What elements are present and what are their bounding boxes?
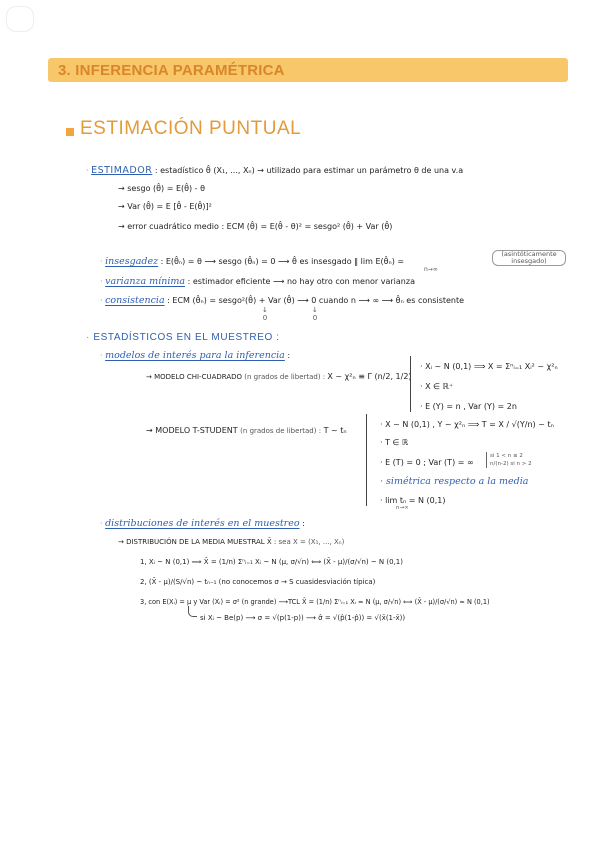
- estimador-label: ESTIMADOR: [91, 165, 153, 176]
- chi-prop-2: · X ∈ ℝ⁺: [420, 382, 454, 391]
- chi-prop-3: · E (Y) = n , Var (Y) = 2n: [420, 402, 517, 411]
- consistencia-text: : ECM (θ̂ₙ) = sesgo²(θ̂) + Var (θ̂) ⟶ 0 cuando n ⟶ ∞ ⟶ θ̂ₙ es consistente: [167, 296, 465, 305]
- media-sea: sea X = (X₁, ..., Xₙ): [278, 538, 345, 546]
- distrib-label: distribuciones de interés en el muestreo: [105, 518, 300, 529]
- modelos-line: · modelos de interés para la inferencia :: [100, 350, 291, 361]
- tstudent-prop-5: · lim tₙ = N (0,1): [380, 496, 446, 505]
- consistencia-line: · consistencia : ECM (θ̂ₙ) = sesgo²(θ̂) + Var (θ̂) ⟶ 0 cuando n ⟶ ∞ ⟶ θ̂ₙ es consistente: [100, 295, 465, 306]
- tstudent-prop-2: · T ∈ ℝ: [380, 438, 409, 447]
- chi-bracket: [410, 356, 411, 412]
- tstudent-prop-4: · simétrica respecto a la media: [380, 476, 529, 487]
- lim-subscript: n→∞: [424, 266, 438, 273]
- insesgadez-label: insesgadez: [105, 256, 159, 267]
- chi-formula: X ~ χ²ₙ ≡ Γ (n/2, 1/2): [327, 372, 412, 381]
- tstudent-label: → MODELO T-STUDENT: [146, 426, 238, 435]
- varianza-line: · varianza mínima : estimador eficiente ⟶ no hay otro con menor varianza: [100, 276, 415, 287]
- sesgo-item: → sesgo (θ̂) = E(θ̂) - θ: [118, 184, 206, 193]
- page-title: 3. INFERENCIA PARAMÉTRICA: [58, 62, 285, 79]
- hook-arrow-icon: [188, 606, 197, 617]
- var-item: → Var (θ̂) = E [θ̂ - E(θ̂)]²: [118, 202, 212, 211]
- zero-arrow-2: ↓ 0: [312, 306, 318, 322]
- media-line: [118, 538, 344, 546]
- insesgadez-line: · insesgadez : E(θ̂ₙ) = θ ⟶ sesgo (θ̂ₙ) = 0 ⟶ θ̂ es insesgado ‖ lim E(θ̂ₙ) =: [100, 256, 405, 267]
- distrib-line: · distribuciones de interés en el muestreo :: [100, 518, 305, 529]
- tstudent-bracket: [366, 414, 367, 506]
- section-title: ESTIMACIÓN PUNTUAL: [80, 118, 302, 139]
- tstudent-desc: (n grados de libertad) :: [240, 427, 322, 435]
- media-item-2: 2, (X̄ - μ)/(S/√n) ~ tₙ₋₁ (no conocemos σ → S cuasidesviación típica): [140, 578, 376, 586]
- ecm-item: → error cuadrático medio : ECM (θ̂) = E(θ̂ - θ)² = sesgo² (θ̂) + Var (θ̂): [118, 222, 393, 231]
- estimador-line: · ESTIMADOR : estadístico θ̂ (X₁, ..., Xₙ) → utilizado para estimar un parámetro θ de una v.a: [86, 165, 464, 176]
- var-cases: si 1 < n ≤ 2 n/(n-2) si n > 2: [486, 452, 532, 468]
- asintotic-note: (asintóticamente insesgado): [492, 250, 566, 266]
- tstudent-lim-sub: n→∞: [396, 505, 409, 511]
- media-item-3: 3, con E(Xᵢ) = μ y Var (Xᵢ) = σ² (n grande) ⟶TCL X̄ = (1/n) Σⁿᵢ₌₁ Xᵢ ≈ N (μ, σ/√n) ⟺ (X̄ - μ)/(σ/√n) ≈ N (0,1): [140, 598, 490, 606]
- estimador-def: : estadístico θ̂ (X₁, ..., Xₙ) → utilizado para estimar un parámetro θ de una v.a: [154, 166, 464, 175]
- modelos-label: modelos de interés para la inferencia: [105, 350, 285, 361]
- chi-desc: (n grados de libertad) :: [244, 373, 326, 381]
- varianza-text: : estimador eficiente ⟶ no hay otro con menor varianza: [187, 277, 415, 286]
- muestreo-title: · ESTADÍSTICOS EN EL MUESTREO :: [86, 332, 280, 343]
- media-label: → DISTRIBUCIÓN DE LA MEDIA MUESTRAL X̄ :: [118, 538, 277, 546]
- insesgadez-text: : E(θ̂ₙ) = θ ⟶ sesgo (θ̂ₙ) = 0 ⟶ θ̂ es insesgado ‖ lim E(θ̂ₙ) =: [160, 257, 405, 266]
- chi-prop-1: · Xᵢ ~ N (0,1) ⟹ X = Σⁿᵢ₌₁ Xᵢ² ~ χ²ₙ: [420, 362, 558, 371]
- zero-arrow-1: ↓ 0: [262, 306, 268, 322]
- tstudent-line: [146, 426, 347, 435]
- tstudent-prop-3: · E (T) = 0 ; Var (T) = ∞: [380, 458, 474, 467]
- consistencia-label: consistencia: [105, 295, 165, 306]
- chi-line: [146, 372, 412, 381]
- corner-mark: [6, 6, 34, 32]
- chi-label: → MODELO CHI-CUADRADO: [146, 373, 243, 381]
- tstudent-prop-1: · X ~ N (0,1) , Y ~ χ²ₙ ⟹ T = X / √(Y/n) ~ tₙ: [380, 420, 554, 429]
- tstudent-formula: T ~ tₙ: [323, 426, 347, 435]
- bullet-square-icon: [66, 128, 74, 136]
- media-item-4: si Xᵢ ~ Be(p) ⟶ σ = √(p(1-p)) ⟶ σ̂ = √(p̂(1-p̂)) = √(x̄(1-x̄)): [200, 614, 406, 622]
- media-item-1: 1, Xᵢ ~ N (0,1) ⟹ X̄ = (1/n) Σⁿᵢ₌₁ Xᵢ ~ N (μ, σ/√n) ⟺ (X̄ - μ)/(σ/√n) ~ N (0,1): [140, 558, 403, 566]
- varianza-label: varianza mínima: [105, 276, 186, 287]
